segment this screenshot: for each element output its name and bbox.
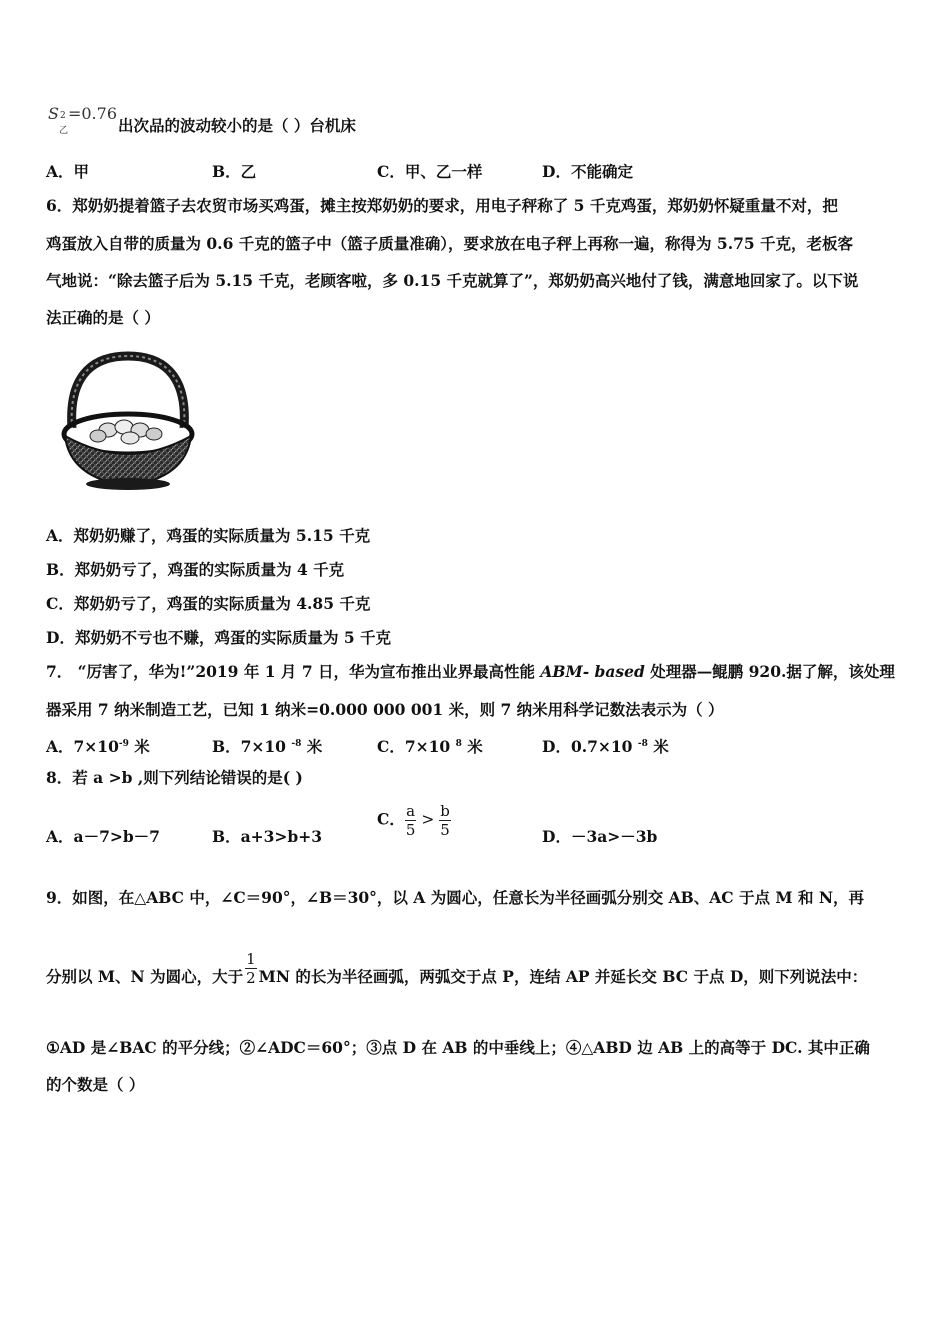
q8-option-a: A．a－7>b－7 (46, 827, 160, 846)
q5-text: 出次品的波动较小的是（ ）台机床 (118, 116, 356, 135)
q7-line-1: 7． “厉害了，华为!”2019 年 1 月 7 日，华为宣布推出业界最高性能 ABM- based 处理器—鲲鹏 920.据了解，该处理 (46, 662, 895, 681)
q5-option-d: D．不能确定 (542, 162, 633, 181)
fraction-one-half: $\frac{1}{2}$ (246, 950, 256, 987)
q9-line-1: 9．如图，在△ABC 中，∠C＝90°，∠B＝30°，以 A 为圆心，任意长为半径画弧分别交 AB、AC 于点 M 和 N，再 (46, 888, 865, 907)
q7-option-a: A．$7\times 10^{-9}$ 米 (46, 737, 150, 757)
q6-line-2: 鸡蛋放入自带的质量为 0.6 千克的篮子中（篮子质量准确），要求放在电子秤上再称一遍，称得为 5.75 千克，老板客 (46, 234, 854, 253)
q9-line-4: 的个数是（ ） (46, 1075, 145, 1094)
q6-line-4: 法正确的是（ ） (46, 308, 160, 327)
q8-line: 8．若 a >b ,则下列结论错误的是( ) (46, 768, 303, 787)
q5-option-b: B．乙 (212, 162, 257, 181)
q6-option-d: D．郑奶奶不亏也不赚，鸡蛋的实际质量为 5 千克 (46, 628, 392, 647)
q6-option-a: A．郑奶奶赚了，鸡蛋的实际质量为 5.15 千克 (46, 526, 371, 545)
q6-line-3: 气地说：“除去篮子后为 5.15 千克，老顾客啦，多 0.15 千克就算了”，郑奶奶高兴地付了钱，满意地回家了。以下说 (46, 271, 859, 290)
fraction-a-over-5: $\frac{a}{5}$ (405, 802, 416, 839)
q7-option-b: B．7×10 $^{-8}$ 米 (212, 737, 323, 757)
q8-option-d: D．－3a>－3b (542, 827, 658, 846)
q7-line-2: 器采用 7 纳米制造工艺，已知 1 纳米=0.000 000 001 米，则 7 纳米用科学记数法表示为（ ） (46, 700, 724, 719)
q7-option-d: D．0.7×10 $^{-8}$ 米 (542, 737, 669, 757)
q6-line-1: 6．郑奶奶提着篮子去农贸市场买鸡蛋，摊主按郑奶奶的要求，用电子秤称了 5 千克鸡蛋，郑奶奶怀疑重量不对，把 (46, 196, 838, 215)
q8-option-c: C． $\frac{a}{5}$ > $\frac{b}{5}$ (377, 802, 450, 839)
fraction-b-over-5: $\frac{b}{5}$ (440, 802, 450, 839)
variance-formula: S 2 乙 =0.76 (48, 104, 117, 136)
q8-option-b: B．a+3>b+3 (212, 827, 323, 846)
q9-line-3: ①AD 是∠BAC 的平分线；②∠ADC＝60°；③点 D 在 AB 的中垂线上；④△ABD 边 AB 上的高等于 DC. 其中正确 (46, 1038, 870, 1057)
egg-basket-illustration (58, 350, 198, 492)
q5-option-a: A．甲 (46, 162, 90, 181)
q6-option-c: C．郑奶奶亏了，鸡蛋的实际质量为 4.85 千克 (46, 594, 371, 613)
q7-option-c: C．7×10 $^8$ 米 (377, 737, 483, 757)
q6-option-b: B．郑奶奶亏了，鸡蛋的实际质量为 4 千克 (46, 560, 345, 579)
q5-option-c: C．甲、乙一样 (377, 162, 483, 181)
q9-line-2: 分别以 M、N 为圆心，大于 $\frac{1}{2}$ MN 的长为半径画弧，两弧交于点 P，连结 AP 并延长交 BC 于点 D，则下列说法中： (46, 950, 868, 987)
